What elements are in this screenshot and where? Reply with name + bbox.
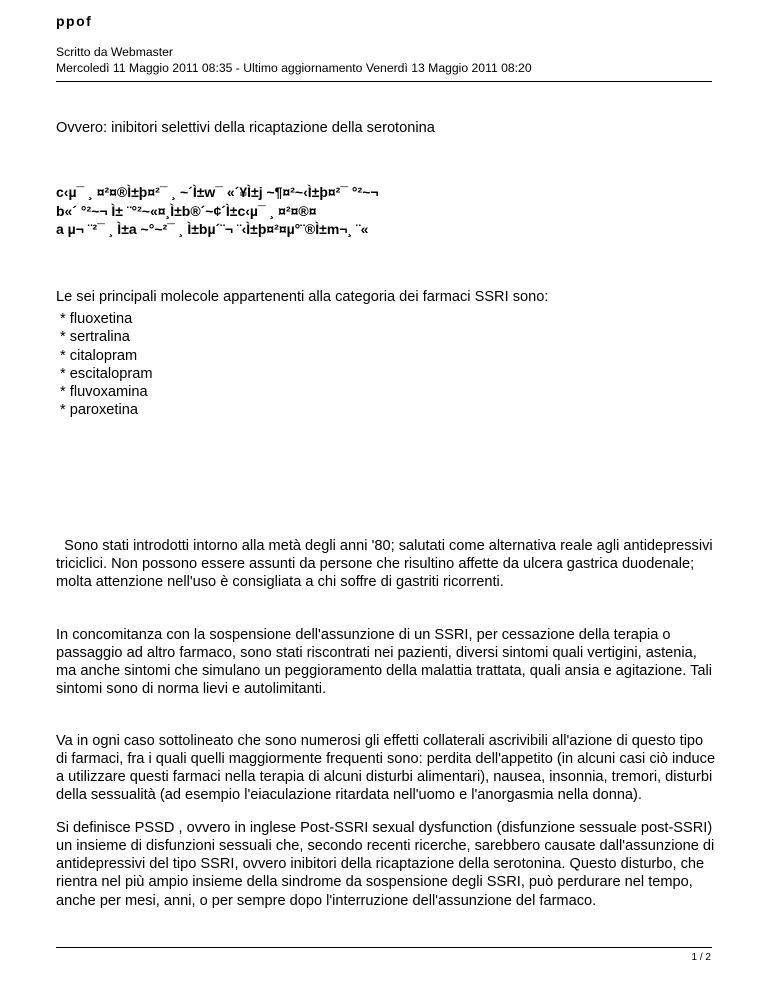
date-line: Mercoledì 11 Maggio 2011 08:35 - Ultimo aggiornamento Venerdì 13 Maggio 2011 08:20 <box>56 61 532 75</box>
drug-list <box>56 310 716 420</box>
list-item: * fluoxetina <box>56 311 133 327</box>
body-paragraph: In concomitanza con la sospensione dell'assunzione di un SSRI, per cessazione della terapia o passaggio ad altro farmaco, sono stati riscontrati nei pazienti, diversi sintomi quali vertigini, astenia, ma anche sintomi che simulano un peggioramento della malattia trattata, quali ansia e agitazione. Tali sintomi sono di norma lievi e autolimitanti. <box>56 626 713 698</box>
header-divider <box>56 81 712 82</box>
list-item: * paroxetina <box>56 402 138 419</box>
footer-divider <box>56 947 712 948</box>
body-paragraph: Sono stati introdotti intorno alla metà degli anni '80; salutati come alternativa reale agli antidepressivi triciclici. Non possono essere assunti da persone che risultino affette da ulcera gastrica duodenale; molta attenzione nell'uso è consigliata a chi soffre di gastriti ricorrenti. <box>56 537 717 591</box>
page-indicator: 1 / 2 <box>691 952 711 963</box>
article-body <box>56 119 716 137</box>
body-paragraph: Si definisce PSSD , ovvero in inglese Post-SSRI sexual dysfunction (disfunzione sessuale post-SSRI) un insieme di disfunzioni sessuali che, secondo recenti ricerche, sarebbero causate dall'assunzione di antidepressivi del tipo SSRI, ovvero inibitori della ricaptazione della serotonina. Questo disturbo, che rientra nel più ampio insieme della sindrome da sospensione degli SSRI, può perdurare nel tempo, anche per mesi, anni, o per sempre dopo l'interruzione dell'assunzione del farmaco. <box>56 819 715 909</box>
garbled-line: c‹µ¯ ¸ ¤²¤®Ì±þ¤²¯ ¸ ~´Ì±w¯ «´¥Ì±j ~¶¤²~‹Ì±þ¤²¯ °²~¬ <box>56 184 379 200</box>
list-item: * sertralina <box>56 329 130 346</box>
list-item: * citalopram <box>56 347 138 364</box>
list-item: * escitalopram <box>56 365 153 382</box>
body-paragraph: Va in ogni caso sottolineato che sono numerosi gli effetti collaterali ascrivibili all'azione di questo tipo di farmaci, fra i quali quelli maggiormente frequenti sono: perdita dell'appetito (in alcuni casi ciò induce a utilizzare questi farmaci nella terapia di alcuni disturbi alimentari), nausea, insonnia, tremori, disturbi della sessualità (ad esempio l'eiaculazione ritardata nell'uomo e l'anorgasmia nella donna). <box>56 732 716 804</box>
garbled-line: a µ¬ ¨²¯ ¸ Ì±a ~°~²¯ ¸ Ì±bµ´¨¬ ¨‹Ì±þ¤²¤µ°¨®Ì±m¬¸ ¨« <box>56 221 369 237</box>
author-line: Scritto da Webmaster <box>56 45 173 59</box>
list-item: * fluvoxamina <box>56 384 148 401</box>
intro-paragraph: Ovvero: inibitori selettivi della ricaptazione della serotonina <box>56 120 435 136</box>
garbled-text-block <box>56 183 379 239</box>
page-title: ppof <box>56 13 93 29</box>
article-meta <box>56 44 532 76</box>
list-intro: Le sei principali molecole appartenenti alla categoria dei farmaci SSRI sono: <box>56 289 549 305</box>
garbled-line: b«´ °²~¬ Ì± ¨°²~«¤¸Ì±b®´~¢´Ì±c‹µ¯ ¸ ¤²¤®¤ <box>56 202 317 219</box>
